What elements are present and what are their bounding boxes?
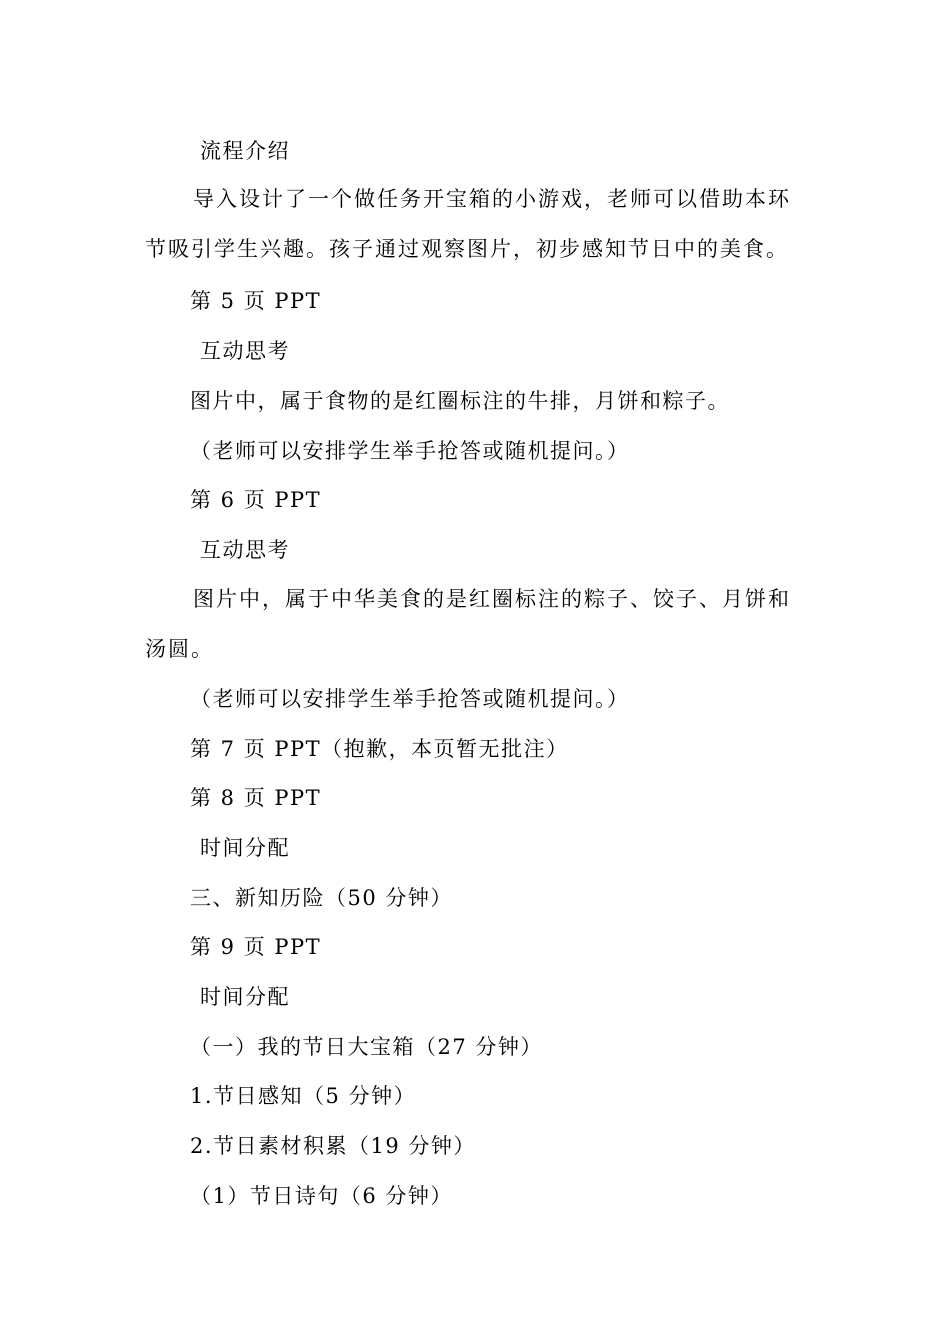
paragraph-time-allocation-2: 时间分配 — [200, 985, 290, 1009]
paragraph-interactive-thinking-1: 互动思考 — [200, 339, 290, 363]
paragraph-section-three-heading: 三、新知历险（50 分钟） — [190, 886, 453, 910]
paragraph-item-2: 2.节日素材积累（19 分钟） — [190, 1134, 476, 1158]
paragraph-interactive-thinking-2: 互动思考 — [200, 538, 290, 562]
paragraph-ppt-page-5: 第 5 页 PPT — [190, 289, 322, 313]
paragraph-teacher-note-2: （老师可以安排学生举手抢答或随机提问。） — [190, 687, 630, 711]
paragraph-subsection-one-heading: （一）我的节日大宝箱（27 分钟） — [190, 1035, 543, 1059]
paragraph-intro-description: 导入设计了一个做任务开宝箱的小游戏，老师可以借助本环节吸引学生兴趣。孩子通过观察图片，初步感知节日中的美食。 — [145, 187, 791, 261]
paragraph-teacher-note-1: （老师可以安排学生举手抢答或随机提问。） — [190, 439, 630, 463]
paragraph-chinese-food-answer: 图片中，属于中华美食的是红圈标注的粽子、饺子、月饼和汤圆。 — [145, 587, 791, 661]
paragraph-item-2-1: （1）节日诗句（6 分钟） — [190, 1184, 453, 1208]
paragraph-process-intro: 流程介绍 — [200, 139, 290, 163]
paragraph-ppt-page-7: 第 7 页 PPT（抱歉，本页暂无批注） — [190, 737, 569, 761]
paragraph-food-answer: 图片中，属于食物的是红圈标注的牛排，月饼和粽子。 — [190, 389, 730, 413]
paragraph-time-allocation-1: 时间分配 — [200, 836, 290, 860]
paragraph-ppt-page-6: 第 6 页 PPT — [190, 488, 322, 512]
paragraph-ppt-page-9: 第 9 页 PPT — [190, 935, 322, 959]
paragraph-item-1: 1.节日感知（5 分钟） — [190, 1084, 417, 1108]
paragraph-ppt-page-8: 第 8 页 PPT — [190, 786, 322, 810]
